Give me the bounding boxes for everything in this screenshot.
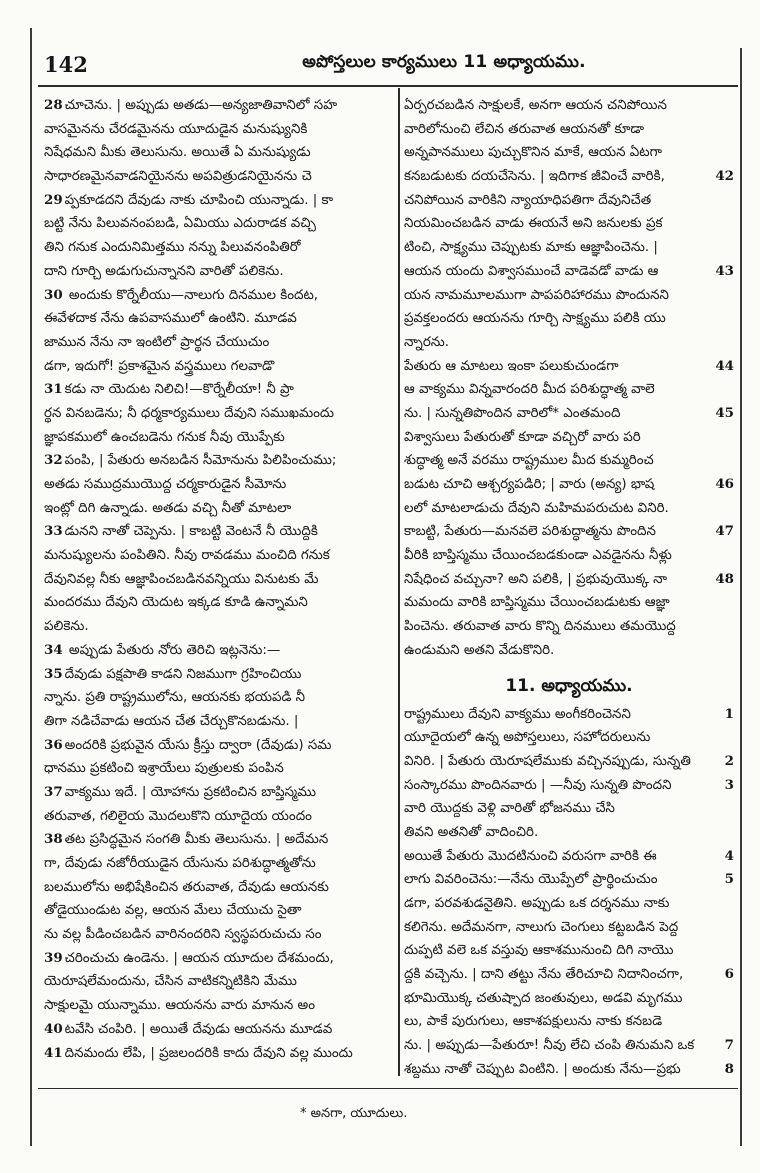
text-line	[404, 497, 734, 521]
verse-number: 35	[44, 665, 63, 682]
verse-text: వాసమైనను చేరడమైనను యూదుడైన మనుష్యునికి	[44, 121, 308, 137]
verse-text: ను వల్ల పీడించబడిన వారినందరిని స్వస్థపరుచుచు సం	[44, 927, 322, 943]
verse-number: 33	[44, 523, 63, 540]
verse-text: లు, పాకే పురుగులు, ఆకాశపక్షులును నాకు కనబడె	[404, 1014, 663, 1030]
verse-number: 37	[44, 783, 63, 800]
text-line	[44, 402, 392, 426]
verse-text: మమందు వారికి బాప్తిస్మము చేయించబడుటకు ఆజ్ఞా	[404, 595, 670, 611]
verse-number: 46	[715, 476, 734, 492]
verse-text: చరించుచు ఉండెను. | ఆయన యూదుల దేశమందు,	[64, 950, 334, 966]
verse-text: లలో మాటలాడుచు దేవుని మహిమపరుచుట వినిరి.	[404, 500, 669, 516]
verse-text: టించి, సాక్ష్యము చెప్పుటకు మాకు ఆజ్ఞాపించెను. |	[404, 240, 658, 256]
text-line	[404, 141, 734, 165]
verse-text: కాబట్టి, పేతురు—మనవలె పరిశుద్ధాత్మను పొందిన	[404, 524, 656, 540]
text-line	[404, 892, 734, 916]
verse-text: తివని అతనితో వాదించిరి.	[404, 824, 539, 840]
text-line	[44, 734, 392, 758]
verse-text: కనబడుటకు దయచేసెను. | ఇదిగాక జీవించే వారికి,	[404, 169, 665, 185]
verse-text: అన్నపానములు పుచ్చుకొనిన మాకే, ఆయన ఏటగా	[404, 145, 662, 161]
verse-number: 5	[724, 871, 734, 888]
verse-number: 32	[44, 452, 63, 469]
verse-number: 36	[44, 736, 63, 753]
left-column	[44, 94, 392, 1065]
text-line	[44, 544, 392, 568]
verse-text: తిగా నడిచేవాడు ఆయన చేత చేర్చుకొనబడును. |	[44, 713, 299, 729]
verse-text: తరువాత, గలిలైయ మొదలుకొని యూదైయ యందం	[44, 808, 312, 824]
text-line	[404, 1010, 734, 1034]
verse-text: కలిగెను. అదేమనగా, నాలుగు చెంగులు కట్టబడిన పెద్ద	[404, 919, 679, 935]
verse-text: సాధారణమైనవాడనియైనను అపవిత్రుడనియైనను చె	[44, 169, 312, 185]
verse-text: యన నామమూలముగా పాపపరిహారము పొందునని	[404, 287, 669, 303]
text-line	[404, 284, 734, 308]
text-line	[44, 426, 392, 450]
verse-text: చనిపోయిన వారికిని న్యాయాధిపతిగా దేవునిచేత	[404, 192, 652, 208]
text-line	[44, 260, 392, 284]
text-line	[44, 781, 392, 805]
text-line	[404, 118, 734, 142]
text-line	[44, 994, 392, 1018]
text-line	[404, 544, 734, 568]
verse-text: వినిరి. | పేతురు యెరూషలేముకు వచ్చినప్పుడు, సున్నతి	[404, 753, 691, 769]
text-line	[404, 987, 734, 1011]
verse-number: 8	[724, 1060, 734, 1077]
verse-number: 6	[724, 966, 734, 983]
text-line	[44, 236, 392, 260]
verse-number: 42	[715, 168, 734, 185]
verse-text: బడుట చూచి ఆశ్చర్యపడిరి; | వారు (అన్య) భాష	[404, 477, 655, 492]
text-line	[44, 568, 392, 592]
text-line	[44, 212, 392, 236]
text-line	[44, 805, 392, 829]
verse-number: 40	[44, 1020, 63, 1037]
text-line	[404, 568, 734, 592]
verse-text: ఆయన యందు విశ్వాసముంచే వాడెవడో వాడు ఆ	[404, 263, 659, 279]
text-line	[44, 899, 392, 923]
verse-number: 43	[715, 262, 734, 279]
text-line	[44, 663, 392, 687]
verse-text: విశ్వాసులు పేతురుతో కూడా వచ్చిరో వారు పరి	[404, 429, 641, 445]
verse-number: 2	[724, 752, 734, 769]
verse-number: 1	[724, 705, 734, 722]
verse-text: డగా, ఇదుగో! ప్రకాశమైన వస్త్రములు గలవాడొ	[44, 358, 275, 374]
running-title: అపోస్తలుల కార్యములు 11 అధ్యాయము.	[302, 52, 586, 72]
verse-text: సాక్షులమై యున్నాము. ఆయనను వారు మానున అం	[44, 998, 316, 1014]
text-line	[44, 686, 392, 710]
verse-text: భూమియొక్క చతుష్పాద జంతువులు, అడవి మృగము	[404, 990, 683, 1006]
text-line	[404, 236, 734, 260]
text-line	[404, 726, 734, 750]
verse-number: 28	[44, 97, 63, 113]
text-line	[44, 378, 392, 402]
verse-text: యెరూషలేమందును, చేసిన వాటికన్నిటికిని మేము	[44, 974, 297, 990]
verse-text: గా, దేవుడు నజోరీయుడైన యేసును పరిశుద్ధాత్మతోను	[44, 856, 316, 871]
verse-text: దేవుడు పక్షపాతి కాడని నిజముగా గ్రహించియు	[64, 666, 302, 682]
text-line	[404, 449, 734, 473]
verse-text: తోడైయుండుట వల్ల, ఆయన మేలు చేయుచు సైతా	[44, 903, 302, 919]
verse-number: 47	[715, 523, 734, 540]
verse-text: అప్పుడు పేతురు నోరు తెరిచి ఇట్లనెను:—	[64, 642, 281, 658]
verse-text: లాగు వివరించెను:—నేను యొప్పేలో ప్రార్థించుచుం	[404, 872, 658, 888]
text-line	[404, 868, 734, 892]
verse-text: ధానము ప్రకటించి ఇశ్రాయేలు పుత్రులకు పంపిన	[44, 761, 284, 777]
verse-text: డగా, పరవశుడనైతిని. అప్పుడు ఒక దర్శనము నాకు	[404, 896, 670, 911]
verse-number: 29	[44, 191, 63, 208]
verse-text: ద్దకి వచ్చెను. | దాని తట్టు నేను తేరిచూచి నిదానించగా,	[404, 967, 684, 983]
verse-text: వీరికి బాప్తిస్మము చేయించబడకుండా ఎవడైనను నీళ్లు	[404, 548, 672, 564]
verse-text: తట ప్రసిద్ధమైన సంగతి మీకు తెలుసును. | అదేమన	[64, 832, 329, 848]
footnote-rule	[38, 1088, 738, 1089]
text-line	[404, 1034, 734, 1058]
text-line	[404, 845, 734, 869]
text-line	[404, 939, 734, 963]
verse-number: 45	[715, 404, 734, 421]
footnote: * అనగా, యూదులు.	[300, 1106, 408, 1121]
text-line	[404, 331, 734, 355]
verse-text: టవేసి చంపిరి. | అయితే దేవుడు ఆయనను మూడవ	[64, 1021, 333, 1037]
verse-text: దేవునివల్ల నీకు ఆజ్ఞాపించబడినవన్నియు వినుటకు మే	[44, 571, 319, 587]
page-border-right	[740, 48, 742, 1146]
verse-text: దుప్పటి వలె ఒక వస్తువు ఆకాశమునుంచి దిగి నాయొ	[404, 943, 674, 959]
verse-text: బట్టి నేను పిలువనంపబడి, ఏమియు ఎదురాడక వచ్చి	[44, 216, 316, 232]
text-line	[404, 639, 734, 663]
verse-text: దినమందు లేపి, | ప్రజలందరికి కాదు దేవుని వల్ల ముందు	[64, 1045, 353, 1061]
text-line	[44, 355, 392, 379]
verse-number: 44	[715, 357, 734, 374]
verse-text: అందరికి ప్రభువైన యేసు క్రీస్తు ద్వారా (దేవుడు) సమ	[64, 737, 332, 753]
text-line	[44, 94, 392, 118]
text-line	[404, 355, 734, 379]
text-line	[44, 828, 392, 852]
text-line	[404, 797, 734, 821]
text-line	[404, 703, 734, 727]
text-line	[404, 426, 734, 450]
verse-number: 48	[715, 570, 734, 587]
verse-number: 4	[724, 847, 734, 864]
text-line	[404, 774, 734, 798]
verse-text: న్నాను. ప్రతి రాష్ట్రములోను, ఆయనకు భయపడి నీ	[44, 690, 306, 706]
text-line	[44, 852, 392, 876]
verse-text: నిషేధించ వచ్చునా? అని పలికి, | ప్రభువుయొక్క నా	[404, 571, 668, 587]
text-line	[404, 1058, 734, 1082]
text-line	[404, 750, 734, 774]
verse-text: జామున నేను నా ఇంటిలో ప్రార్థన చేయుచుం	[44, 334, 270, 350]
text-line	[44, 284, 392, 308]
header-rule	[38, 85, 738, 87]
verse-text: ఉండుమని అతని వేడుకొనిరి.	[404, 642, 555, 658]
text-line	[404, 189, 734, 213]
verse-number: 7	[724, 1037, 734, 1054]
verse-text: ఏర్పరచబడిన సాక్షులకే, అనగా ఆయన చనిపోయిన	[404, 98, 667, 113]
right-column-bottom	[404, 703, 734, 1082]
text-line	[44, 757, 392, 781]
right-column	[404, 94, 734, 1082]
text-line	[44, 497, 392, 521]
verse-text: వారిలోనుంచి లేచిన తరువాత ఆయనతో కూడా	[404, 121, 645, 137]
text-line	[44, 331, 392, 355]
text-line	[404, 963, 734, 987]
text-line	[404, 821, 734, 845]
text-line	[44, 947, 392, 971]
verse-text: చూచెను. | అప్పుడు అతడు—అన్యజాతివానిలో సహ	[64, 98, 338, 113]
verse-text: నియమించబడిన వాడు ఈయనే అని జనులకు ప్రక	[404, 216, 663, 232]
verse-text: మనుష్యులను పంపితిని. నీవు రావడము మంచిది గనుక	[44, 548, 330, 564]
verse-text: పంపి, | పేతురు అనబడిన సీమోనును పిలిపించుము;	[64, 453, 337, 469]
verse-text: ప్పకూడదని దేవుడు నాకు చూపించి యున్నాడు. | కా	[64, 192, 334, 208]
text-line	[404, 212, 734, 236]
text-line	[44, 141, 392, 165]
text-line	[404, 260, 734, 284]
text-line	[404, 520, 734, 544]
verse-text: బలములోను అభిషేకించిన తరువాత, దేవుడు ఆయనకు	[44, 879, 329, 895]
text-line	[404, 473, 734, 497]
verse-text: యూదైయలో ఉన్న అపోస్తలులు, సహోదరులును	[404, 730, 651, 746]
text-line	[44, 923, 392, 947]
verse-text: పేతురు ఆ మాటలు ఇంకా పలుకుచుండగా	[404, 358, 619, 374]
verse-text: వారి యొద్దకు వెళ్లి వారితో భోజనము చేసి	[404, 801, 615, 817]
verse-number: 39	[44, 949, 63, 966]
verse-text: అందుకు కొర్నేలీయు—నాలుగు దినముల కిందట,	[64, 287, 319, 303]
text-line	[44, 118, 392, 142]
text-line	[44, 520, 392, 544]
verse-text: పించెను. తరువాత వారు కొన్ని దినములు తమయొద్ద	[404, 619, 676, 635]
text-line	[404, 307, 734, 331]
text-line	[404, 94, 734, 118]
verse-text: ఈవేళదాక నేను ఉపవాసములో ఉంటిని. మూడవ	[44, 311, 297, 327]
verse-text: ఇంట్లో దిగి ఉన్నాడు. అతడు వచ్చి నీతో మాటలా	[44, 500, 292, 516]
verse-text: తిని గనుక ఎందునిమిత్తము నన్ను పిలువనంపితిరో	[44, 240, 301, 256]
text-line	[404, 402, 734, 426]
verse-number: 34	[44, 641, 63, 658]
verse-text: డునని నాతో చెప్పెను. | కాబట్టి వెంటనే నీ యొద్దికి	[64, 524, 318, 540]
verse-text: పలికెను.	[44, 619, 89, 635]
verse-text: ను. | సున్నతిపొందిన వారిలో* ఎంతమంది	[404, 405, 621, 421]
verse-text: ను. | అప్పుడు—పేతురూ! నీవు లేచి చంపి తినుమని ఒక	[404, 1038, 695, 1054]
verse-text: కడు నా యెదుట నిలిచి!—కొర్నేలీయా! నీ ప్రా	[64, 382, 294, 398]
verse-number: 41	[44, 1044, 63, 1061]
verse-text: న్నారను.	[404, 334, 450, 350]
text-line	[404, 591, 734, 615]
text-line	[404, 916, 734, 940]
chapter-heading: 11. అధ్యాయము.	[505, 675, 633, 696]
page-header	[44, 52, 734, 82]
verse-text: సంస్కారము పొందినవారు | —నీవు సున్నతి పొందని	[404, 777, 672, 793]
text-line	[44, 473, 392, 497]
text-line	[404, 615, 734, 639]
verse-text: శబ్దము నాతో చెప్పుట వింటిని. | అందుకు నేను—ప్రభు	[404, 1061, 681, 1077]
verse-text: ప్రవక్తలందరు ఆయనను గూర్చి సాక్ష్యము పలికి యు	[404, 311, 666, 327]
text-line	[44, 591, 392, 615]
text-line	[404, 165, 734, 189]
verse-number: 31	[44, 381, 63, 398]
text-line	[44, 639, 392, 663]
text-line	[44, 1042, 392, 1066]
verse-text: ర్థన వినబడెను; నీ ధర్మకార్యములు దేవుని సముఖమందు	[44, 405, 334, 421]
page-number: 142	[44, 52, 88, 77]
text-line	[44, 876, 392, 900]
verse-number: 30	[44, 286, 63, 303]
text-line	[44, 189, 392, 213]
verse-text: జ్ఞాపకములో ఉంచబడెను గనుక నీవు యొప్పేకు	[44, 429, 285, 445]
verse-number: 3	[724, 776, 734, 793]
text-line	[44, 615, 392, 639]
verse-text: నిషేధమని మీకు తెలుసును. అయితే ఏ మనుష్యుడు	[44, 145, 311, 161]
page-border-left	[30, 28, 32, 1146]
verse-text: రాష్ట్రములు దేవుని వాక్యము అంగీకరించెనని	[404, 706, 631, 722]
verse-text: శుద్ధాత్మ అనే వరము రాష్ట్రముల మీద కుమ్మరించ	[404, 453, 654, 469]
verse-text: అయితే పేతురు మొదటినుంచి వరుసగా వారికి ఈ	[404, 848, 657, 864]
column-divider	[398, 88, 400, 1076]
text-line	[44, 1018, 392, 1042]
verse-text: వాక్యము ఇదే. | యోహాను ప్రకటించిన బాప్తిస్మము	[64, 784, 316, 800]
text-line	[44, 307, 392, 331]
verse-text: అతడు సముద్రముయొద్ద చర్మకారుడైన సీమోను	[44, 477, 287, 492]
right-column-top	[404, 94, 734, 663]
verse-text: మందరము దేవుని యెదుట ఇక్కడ కూడి ఉన్నామని	[44, 595, 308, 611]
text-line	[44, 165, 392, 189]
verse-text: ఆ వాక్యము విన్నవారందరి మీద పరిశుద్ధాత్మ వాలె	[404, 382, 655, 398]
text-line	[404, 378, 734, 402]
verse-text: దాని గూర్చి అడుగుచున్నానని వారితో పలికెను.	[44, 263, 284, 279]
text-line	[44, 449, 392, 473]
text-line	[44, 970, 392, 994]
verse-number: 38	[44, 831, 63, 848]
text-line	[44, 710, 392, 734]
